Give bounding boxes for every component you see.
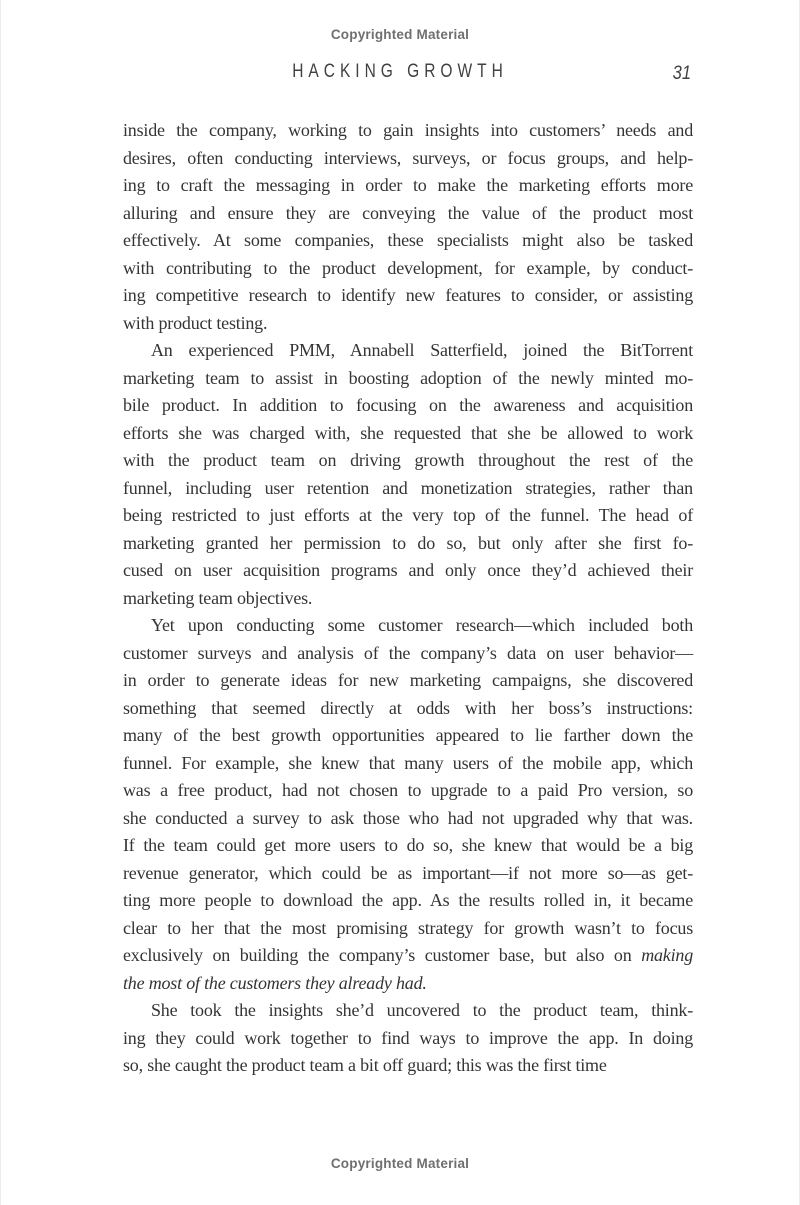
copyright-notice-bottom: Copyrighted Material <box>330 1156 470 1171</box>
text-segment: bile product. In addition to focusing on the awareness and acquisition <box>123 395 693 415</box>
text-line <box>123 942 693 970</box>
text-line <box>123 420 693 448</box>
running-header <box>1 60 799 87</box>
text-line <box>123 997 693 1025</box>
text-segment: many of the best growth opportunities appeared to lie farther down the <box>123 725 693 745</box>
text-line <box>123 172 693 200</box>
text-line <box>123 200 693 228</box>
text-segment: revenue generator, which could be as important—if not more so—as get- <box>123 862 693 883</box>
text-segment: marketing team objectives. <box>123 587 313 608</box>
text-line <box>123 1052 693 1080</box>
text-line <box>123 145 693 173</box>
text-segment: funnel. For example, she knew that many users of the mobile app, which <box>123 752 693 773</box>
italic-text-segment: the most of the customers they already had. <box>123 972 427 993</box>
paragraph <box>123 117 693 337</box>
text-segment: in order to generate ideas for new marketing campaigns, she discovered <box>123 670 693 690</box>
text-segment: cused on user acquisition programs and only once they’d achieved their <box>123 560 693 580</box>
text-segment: ing to craft the messaging in order to make the marketing efforts more <box>123 175 693 195</box>
text-segment: being restricted to just efforts at the very top of the funnel. The head of <box>123 505 693 525</box>
text-segment: alluring and ensure they are conveying the value of the product most <box>123 202 693 223</box>
paragraph <box>123 997 693 1080</box>
text-segment: customer surveys and analysis of the company’s data on user behavior— <box>123 642 693 663</box>
text-line <box>123 750 693 778</box>
text-segment: with product testing. <box>123 312 268 333</box>
italic-text-segment: making <box>641 945 693 965</box>
text-segment: efforts she was charged with, she requested that she be allowed to work <box>123 422 693 443</box>
text-line <box>123 585 693 613</box>
text-segment: She took the insights she’d uncovered to the product team, think- <box>151 1000 693 1020</box>
text-line <box>123 777 693 805</box>
paragraph <box>123 612 693 997</box>
text-line <box>123 695 693 723</box>
text-line <box>123 640 693 668</box>
text-line <box>123 282 693 310</box>
text-line <box>123 915 693 943</box>
text-line <box>123 227 693 255</box>
text-segment: with contributing to the product development, for example, by conduct- <box>123 257 693 278</box>
text-segment: ting more people to download the app. As the results rolled in, it became <box>123 890 693 910</box>
text-line <box>123 447 693 475</box>
text-segment: with the product team on driving growth throughout the rest of the <box>123 450 693 470</box>
text-segment: marketing team to assist in boosting adoption of the newly minted mo- <box>123 367 693 388</box>
text-segment: funnel, including user retention and monetization strategies, rather than <box>123 477 693 498</box>
text-segment: If the team could get more users to do so, she knew that would be a big <box>123 835 693 855</box>
text-line <box>123 832 693 860</box>
text-line <box>123 530 693 558</box>
text-line <box>123 365 693 393</box>
text-segment: ing competitive research to identify new features to consider, or assisting <box>123 285 693 305</box>
text-segment: An experienced PMM, Annabell Satterfield, joined the BitTorrent <box>151 340 693 360</box>
text-line <box>123 860 693 888</box>
text-segment: marketing granted her permission to do so, but only after she first fo- <box>123 532 693 553</box>
text-line <box>123 392 693 420</box>
text-line <box>123 475 693 503</box>
text-line <box>123 612 693 640</box>
text-line <box>123 502 693 530</box>
text-line <box>123 1025 693 1053</box>
copyright-notice-top: Copyrighted Material <box>330 27 470 42</box>
text-segment: clear to her that the most promising strategy for growth wasn’t to focus <box>123 917 693 938</box>
text-line <box>123 310 693 338</box>
text-line <box>123 667 693 695</box>
text-line <box>123 805 693 833</box>
paragraph <box>123 337 693 612</box>
text-line <box>123 887 693 915</box>
text-segment: ing they could work together to find ways to improve the app. In doing <box>123 1027 693 1048</box>
book-title: HACKING GROWTH <box>292 60 508 83</box>
text-segment: she conducted a survey to ask those who had not upgraded why that was. <box>123 807 693 828</box>
text-line <box>123 117 693 145</box>
text-segment: exclusively on building the company’s customer base, but also on <box>123 945 642 965</box>
text-line <box>123 557 693 585</box>
text-line <box>123 970 693 998</box>
text-line <box>123 337 693 365</box>
text-segment: Yet upon conducting some customer research—which included both <box>151 615 693 635</box>
text-segment: inside the company, working to gain insights into customers’ needs and <box>123 120 693 140</box>
text-segment: desires, often conducting interviews, surveys, or focus groups, and help- <box>123 147 693 168</box>
text-line <box>123 255 693 283</box>
text-segment: effectively. At some companies, these specialists might also be tasked <box>123 230 693 250</box>
text-segment: was a free product, had not chosen to upgrade to a paid Pro version, so <box>123 780 693 800</box>
page-number: 31 <box>672 62 691 84</box>
text-segment: something that seemed directly at odds with her boss’s instructions: <box>123 697 693 718</box>
text-segment: so, she caught the product team a bit off guard; this was the first time <box>123 1055 607 1075</box>
page-text <box>123 117 693 1080</box>
text-line <box>123 722 693 750</box>
